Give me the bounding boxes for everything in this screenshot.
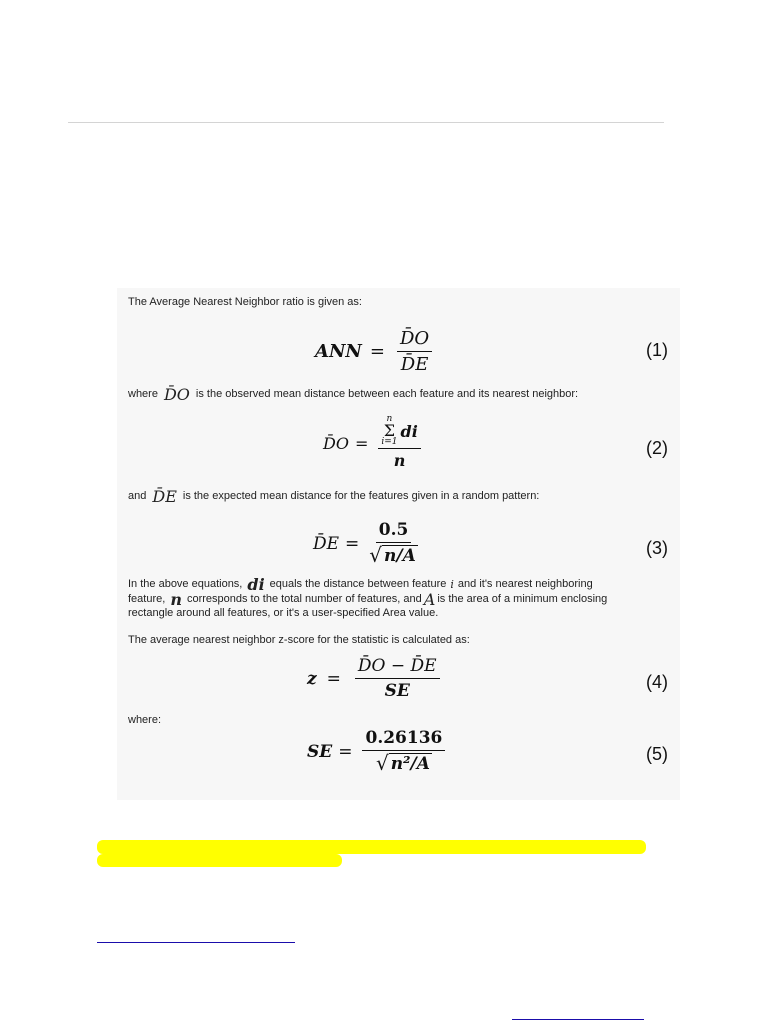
eq1-number: (1) — [646, 340, 668, 360]
explanation-line-2 — [128, 590, 608, 609]
where-do-line — [128, 385, 579, 404]
link-underline-2[interactable] — [512, 1019, 644, 1020]
equation-5: SE = 0.26136 √ n²/A — [307, 728, 449, 775]
eq3-number: (3) — [646, 538, 668, 558]
eq3-denominator: n/A — [384, 546, 416, 566]
equation-4: z = $\frac{D̄O - D̄E}{SE}$ — [307, 656, 444, 701]
eq4-denominator: SE — [384, 681, 410, 701]
link-underline-1[interactable] — [97, 942, 295, 943]
highlight-bar-2 — [97, 854, 342, 867]
eq1-numerator: D̄O — [397, 328, 432, 352]
eq5-lhs: SE — [307, 741, 333, 762]
sum-top: n — [386, 414, 393, 424]
sqrt-symbol-2: √ n²/A — [375, 751, 430, 775]
equation-2: D̄O = n Σ i=1 di n — [323, 416, 425, 470]
top-divider — [68, 122, 664, 123]
formula-image — [117, 288, 680, 800]
eq2-lhs: D̄O — [323, 433, 349, 453]
eq2-denominator: n — [393, 451, 406, 471]
di-symbol: di — [247, 575, 265, 594]
de-symbol: D̄E — [152, 487, 177, 506]
eq1-lhs: ANN — [315, 341, 362, 362]
sqrt-symbol: √ n/A — [369, 543, 416, 567]
eq2-number: (2) — [646, 438, 668, 458]
intro-text: The Average Nearest Neighbor ratio is given as: — [128, 296, 362, 308]
where-prefix: where — [128, 388, 158, 400]
eq5-denominator: n²/A — [390, 754, 430, 774]
where-do-text: is the observed mean distance between each feature and its nearest neighbor: — [195, 388, 579, 400]
n-symbol: n — [170, 590, 182, 609]
do-symbol: D̄O — [163, 385, 190, 404]
expl-l2-c: is the area of a minimum enclosing — [437, 593, 608, 605]
sum-bottom: i=1 — [381, 437, 398, 448]
expl-l1-b: equals the distance between feature — [269, 578, 447, 590]
where-label: where: — [128, 714, 162, 726]
explanation-line-1 — [128, 575, 593, 594]
and-de-text: is the expected mean distance for the features given in a random pattern: — [182, 490, 540, 502]
eq5-number: (5) — [646, 744, 668, 764]
eq4-numerator: D̄O − D̄E — [355, 656, 440, 679]
eq2-term: di — [400, 421, 418, 441]
and-prefix: and — [128, 490, 147, 502]
and-de-line — [128, 487, 540, 506]
explanation-line-3: rectangle around all features, or it's a user-specified Area value. — [128, 607, 439, 619]
expl-l1-c: and it's nearest neighboring — [457, 578, 593, 590]
eq3-lhs: D̄E — [313, 533, 340, 554]
eq4-lhs: z — [307, 668, 317, 689]
eq4-number: (4) — [646, 672, 668, 692]
eq5-numerator: 0.26136 — [362, 728, 445, 751]
a-symbol: A — [423, 590, 436, 609]
expl-l2-a: feature, — [128, 593, 166, 605]
equation-3: D̄E = 0.5 √ n/A — [313, 520, 416, 567]
eq1-denominator: D̄E — [400, 354, 429, 375]
expl-l2-b: corresponds to the total number of features, and — [186, 593, 422, 605]
expl-l1-a: In the above equations, — [128, 578, 243, 590]
i-symbol: i — [450, 578, 454, 591]
eq3-numerator: 0.5 — [376, 520, 412, 543]
equation-1: ANN = $\frac{D̄O}{D̄E}$ — [315, 328, 436, 375]
highlight-bar-1 — [97, 840, 646, 854]
sum-symbol: n Σ i=1 — [381, 414, 398, 448]
zscore-intro-text: The average nearest neighbor z-score for the statistic is calculated as: — [128, 634, 470, 646]
